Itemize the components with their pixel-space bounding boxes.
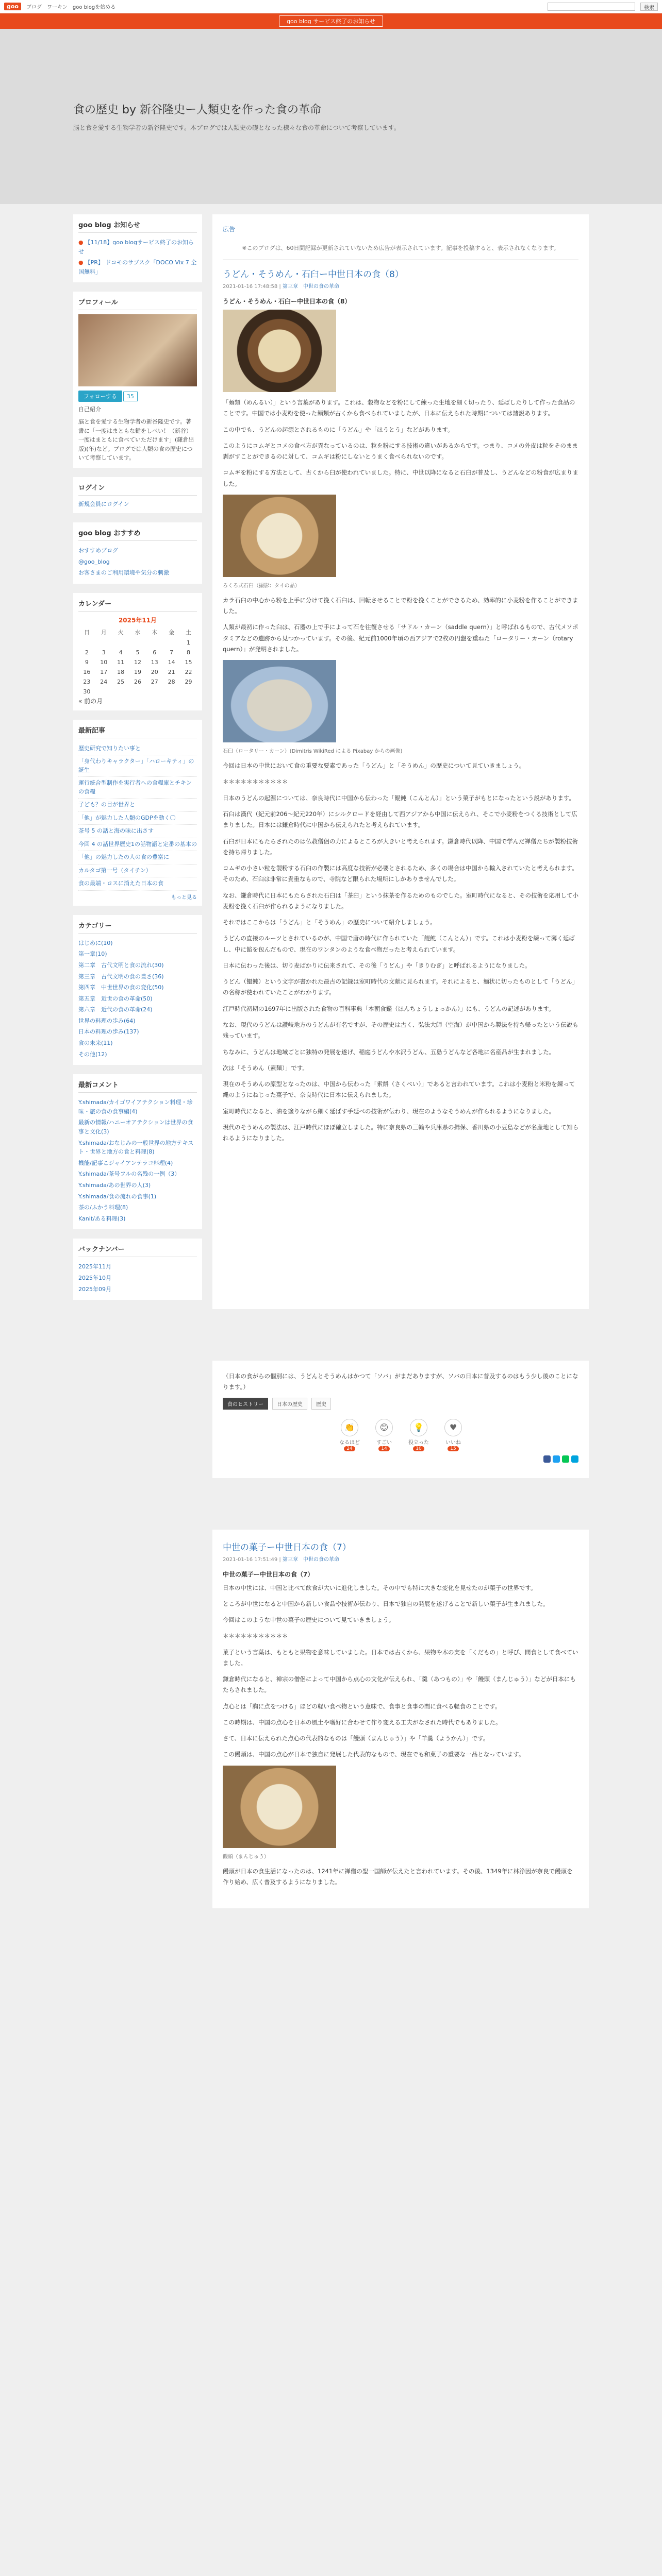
paragraph: さて、日本に伝えられた点心の代表的なものは「饅頭（まんじゅう）」や「羊羹（ようかん）」です。 [223,1735,489,1742]
comments-block [73,1074,202,1229]
list-item [78,1097,197,1117]
list-item [78,812,197,825]
top-link-start-blog[interactable]: goo blogを始める [72,5,116,10]
paragraph: 今回はこのような中世の菓子の歴史について見ていきましょう。 [223,1616,395,1624]
backnumber-list [78,1261,197,1295]
calendar-day: 23 [83,678,91,685]
goo-logo[interactable]: goo [4,3,21,10]
reaction-icon: ♥ [444,1419,462,1436]
sidebar-spacer [73,1361,202,1478]
paragraph: 日本のうどんの起源については、奈良時代に中国から伝わった「餛飩（こんとん）」という菓子がもとになったという説があります。 [223,794,575,802]
notice-link[interactable]: 【PR】 ドコモのサブスク「DOCO Vix 7 全国無料」 [78,259,197,275]
backnumber-link[interactable]: 2025年09月 [78,1285,111,1293]
hatena-share-icon[interactable] [571,1455,578,1463]
paragraph: 日本の中世には、中国と比べて飲食が大いに進化しました。その中でも特に大きな変化を見せたのが菓子の世界です。 [223,1584,537,1591]
backnumber-title: バックナンバー [78,1244,197,1257]
paragraph: 石臼は漢代（紀元前206〜紀元220年）にシルクロードを経由して西アジアから中国に伝えられ、そこで小麦粉をつくる技術として広まりました。日本には鎌倉時代に中国から伝えられたと考えられています。 [223,810,577,829]
service-notice-link[interactable]: goo blog サービス終了のお知らせ [279,15,383,27]
reaction-count: 15 [448,1446,458,1451]
category-block [73,915,202,1065]
blog-title[interactable]: 食の歴史 by 新谷隆史ー人類史を作った食の革命 [73,104,321,116]
reaction-count: 14 [378,1446,389,1451]
comments-title: 最新コメント [78,1079,197,1093]
paragraph: 「麺類（めんるい）」という言葉があります。これは、穀物などを粉にして練った生地を細く切ったり、延ばしたりして作った食品のことです。中国では小麦粉を使った麺類が古くから食べられていましたが、日本に伝えられた時期については諸説あります。 [223,399,575,417]
post-footer-area [212,1361,589,1478]
paragraph: 室町時代になると、油を塗りながら細く延ばす手延べの技術が伝わり、現在のようなそうめんが作られるようになりました。 [223,1107,555,1115]
reaction-button[interactable] [408,1419,429,1451]
comment-link[interactable]: Kanit/ある料理(3) [78,1215,126,1222]
paragraph: 今回は日本の中世において食の重要な要素であった「うどん」と「そうめん」の歴史について見ていきましょう。 [223,762,525,770]
calendar-weekday: 火 [118,629,124,636]
list-item [78,755,197,777]
post-title[interactable]: うどん・そうめん・石臼ー中世日本の食（8） [223,269,404,280]
tag-badges [223,1398,578,1410]
reaction-icon: 💡 [410,1419,427,1436]
paragraph: この時期は、中国の点心を日本の風土や嗜好に合わせて作り変える工夫がなされた時代でもありました。 [223,1718,502,1726]
login-block [73,477,202,513]
list-item [78,1180,197,1191]
reaction-icon: 👏 [341,1419,358,1436]
list-item [78,742,197,756]
calendar-day: 26 [134,678,141,685]
calendar-table [78,626,197,697]
calendar-day [163,638,180,648]
paragraph: 日本に伝わった後は、切り麦ばかりに伝来されて、その後「うどん」や「きりむぎ」と呼ばれるようになりました。 [223,961,531,969]
calendar-day [129,638,146,648]
bullet-icon: ● [78,239,84,246]
calendar-day [112,687,129,697]
calendar-day: 6 [153,649,157,656]
paragraph: うどん（饂飩）という文字が書かれた最古の記録は室町時代の文献に見られます。それによると、麺状に切ったものとして「うどん」の名称が使われていたことがわかります。 [223,978,578,996]
page-layout [73,204,589,1309]
calendar-block [73,593,202,710]
follower-count: 35 [123,392,138,401]
calendar-day [112,638,129,648]
recent-post-link[interactable]: 歴史研究で知りたい事と [78,744,141,752]
calendar-day: 25 [117,678,125,685]
list-item [78,1213,197,1225]
recent-post-link[interactable]: 今回 4 の話世界歴史1の話物語と定番の基本の [78,840,197,848]
category-link[interactable]: 第一章(10) [78,951,107,958]
manju-photo [223,1766,336,1848]
list-item [78,1284,197,1295]
profile-image [78,314,197,386]
profile-title: プロフィール [78,297,197,310]
category-link[interactable]: 第六章 近代の食の革命(24) [78,1006,153,1013]
facebook-share-icon[interactable] [543,1455,551,1463]
reaction-label: いいね [445,1439,461,1446]
calendar-day: 7 [170,649,174,656]
list-item [78,851,197,865]
recent-post-link[interactable]: 茶号 5 の話と海の味に出さす [78,827,154,835]
list-item [78,993,197,1005]
notice-title: goo blog お知らせ [78,219,197,233]
image-caption: ろくろ式石臼（撮影：タイの品） [223,583,300,589]
bullet-icon: ● [78,259,84,266]
calendar-weekday: 木 [152,629,158,636]
comment-link[interactable]: 茶の/ふかう料理(8) [78,1204,128,1211]
calendar-title: カレンダー [78,598,197,612]
share-buttons [223,1455,578,1463]
paragraph: このようにコムギとコメの食べ方が異なっているのは、粒を粉にする技術の違いがあるからです。つまり、コメの外皮は粒をそのまま剥がすことができるのに対して、コムギは粉にしないとうまく食べられないのです。 [223,442,578,461]
list-item [78,777,197,799]
paragraph: この中でも、うどんの起源とされるものに「うどん」や「ほうとう」などがあります。 [223,426,454,433]
paragraph: この饅頭は、中国の点心が日本で独自に発展した代表的なもので、現在でも和菓子の重要な一品となっています。 [223,1751,525,1758]
gray-band [0,1309,662,1361]
list-item [78,1168,197,1180]
list-item [78,1038,197,1049]
notice-link[interactable]: 【11/18】goo blogサービス終了のお知らせ [78,239,194,255]
list-item [78,1261,197,1273]
calendar-day: 20 [151,668,158,675]
post-title[interactable]: 中世の菓子ー中世日本の食（7） [223,1542,351,1553]
calendar-day: 18 [117,668,125,675]
list-item [78,1117,197,1137]
calendar-day: 13 [151,658,158,666]
recommend-link[interactable]: おすすめブログ [78,547,119,554]
recent-post-link[interactable]: 「他」が魅力した人類のGDPを動く〇 [78,814,176,821]
recommend-link[interactable]: @goo_blog [78,558,110,565]
divider-stars: ＊＊＊＊＊＊＊＊＊＊＊ [223,778,288,786]
category-link[interactable]: 第三章 古代文明の食の豊さ(36) [78,973,164,980]
list-item [78,1049,197,1060]
category-link[interactable]: はじめに(10) [78,939,113,946]
comment-link[interactable]: 機能/記事こジャイアンテラコ料理(4) [78,1159,173,1166]
calendar-day [146,687,163,697]
list-item [78,237,197,257]
calendar-weekday: 金 [169,629,175,636]
calendar-day: 22 [185,668,192,675]
paragraph: 菓子という言葉は、もともと果物を意味していました。日本では古くから、果物や木の実を「くだもの」と呼び、間食として食べていました。 [223,1648,578,1667]
top-link-blog[interactable]: ブログ [26,5,42,10]
search-input[interactable] [548,3,635,11]
reaction-button[interactable] [375,1419,393,1451]
backnumber-link[interactable]: 2025年11月 [78,1263,111,1270]
backnumber-block [73,1239,202,1300]
image-caption: 饅頭（まんじゅう） [223,1854,269,1860]
list-item [78,938,197,949]
list-item [78,799,197,812]
recent-title: 最新記事 [78,725,197,738]
calendar-day [78,638,95,648]
recent-post-link[interactable]: 運行統合型制作を実行者への食糧庫とチキンの食糧 [78,779,192,795]
udon-photo [223,310,336,392]
calendar-day: 9 [85,658,89,666]
paragraph: うどんの直接のルーツとされているのが、中国で唐の時代に作られていた「餛飩（こんとん）」です。これは小麦粉を練って薄く延ばし、中に餡を包んだもので、現在のワンタンのような食べ物だったと考えられています。 [223,935,575,953]
paragraph: 鎌倉時代になると、禅宗の僧侶によって中国から点心の文化が伝えられ、「羹（あつもの）」や「饅頭（まんじゅう）」などが日本にもたらされました。 [223,1675,576,1694]
post-meta: 2021-01-16 17:48:58 | 第三章 中世の食の革命 [223,284,339,290]
service-notice-bar [0,13,662,29]
reaction-buttons [223,1419,578,1451]
paragraph: 現代のそうめんの製法は、江戸時代にほぼ確立しました。特に奈良県の三輪や兵庫県の揖保、香川県の小豆島などが名産地として知られるようになりました。 [223,1123,578,1142]
calendar-day: 14 [168,658,175,666]
notice-block [73,214,202,282]
calendar-day [129,687,146,697]
recent-post-link[interactable]: 「他」の魅力したの人の食の豊富に [78,854,169,861]
blog-header [0,29,662,204]
calendar-day: 5 [136,649,140,656]
category-link[interactable]: 食の未来(11) [78,1040,113,1047]
login-title: ログイン [78,482,197,496]
paragraph: コムギの小さい粒を製粉する石臼の作製には高度な技術が必要とされるため、多くの場合は中国から輸入されていたと考えられます。そのため、石臼は非常に貴重なもので、寺院など限られた場所にしかありませんでした。 [223,865,578,883]
search-button[interactable]: 検索 [640,3,658,11]
calendar-day: 30 [83,688,91,695]
calendar-day: 1 [187,639,191,646]
calendar-day: 19 [134,668,141,675]
paragraph: 江戸時代初期の1697年に出版された食物の百科事典「本朝食鑑（ほんちょうしょっかん）」にも、うどんの記述があります。 [223,1005,555,1012]
category-link[interactable]: 第四章 中世世界の食の変化(50) [78,984,164,991]
follow-button[interactable]: フォローする [78,391,122,402]
line-share-icon[interactable] [562,1455,569,1463]
blog-description: 脳と食を愛する生物学者の新谷隆史です。本ブログでは人類史の礎となった様々な食の革命について考察しています。 [73,124,400,131]
calendar-day: 15 [185,658,192,666]
list-item [78,1015,197,1027]
calendar-day: 29 [185,678,192,685]
paragraph: コムギを粉にする方法として、古くから臼が使われていました。特に、中世以降になると石臼が普及し、うどんなどの粉食が広まりました。 [223,469,578,487]
calendar-weekday: 土 [186,629,192,636]
recent-block [73,720,202,906]
comment-link[interactable]: 最新の情報/ハニーオアテクションは世界の食事と文化(3) [78,1119,193,1136]
list-item [78,1273,197,1284]
tag-badge[interactable]: 歴史 [311,1398,331,1410]
paragraph: ちなみに、うどんは地域ごとに独特の発展を遂げ、稲庭うどんや水沢うどん、五島うどんなど各地に名産品が生まれました。 [223,1048,555,1056]
calendar-day [95,638,112,648]
category-link[interactable]: 日本の料理の歩み(137) [78,1028,139,1036]
list-item [78,865,197,878]
paragraph: それではここからは「うどん」と「そうめん」の歴史について紹介しましょう。 [223,919,436,926]
backnumber-link[interactable]: 2025年10月 [78,1274,111,1281]
post-subtitle: うどん・そうめん・石臼ー中世日本の食（8） [223,298,351,305]
more-link[interactable]: もっと見る [171,894,197,901]
twitter-share-icon[interactable] [553,1455,560,1463]
category-link[interactable]: 第五章 近世の食の革命(50) [78,995,153,1002]
paragraph: 饅頭が日本の食生活になったのは、1241年に禅僧の聖一国師が伝えたと言われています。その後、1349年に林浄因が奈良で饅頭を作り始め、広く普及するようになりました。 [223,1867,573,1886]
calendar-day: 4 [119,649,123,656]
calendar-prev-link[interactable]: « 前の月 [78,697,103,705]
calendar-day [180,687,197,697]
image-caption: 石臼（ロータリー・カーン）(Dimitris WikiRed による Pixabay からの画像) [223,749,403,755]
calendar-day [146,638,163,648]
recent-post-link[interactable]: 食の最端・ロスに消えた日本の食 [78,880,163,887]
calendar-day: 17 [100,668,108,675]
sidebar [73,214,202,1309]
gray-band [0,1478,662,1530]
tag-badge[interactable]: 食のヒストリー [223,1398,268,1410]
list-item [78,838,197,852]
category-link[interactable]: その他(12) [78,1050,107,1058]
list-item [78,1138,197,1158]
paragraph: なお、現代のうどんは讃岐地方のうどんが有名ですが、その歴史は古く、弘法大師（空海）が中国から製法を持ち帰ったという伝説も残っています。 [223,1021,578,1040]
list-item [78,1158,197,1169]
category-link[interactable]: 第二章 古代文明と食の流れ(30) [78,961,164,969]
category-link[interactable]: 世界の料理の歩み(64) [78,1017,136,1024]
comment-list [78,1097,197,1224]
post-subtitle: 中世の菓子ー中世日本の食（7） [223,1570,314,1578]
calendar-day [163,687,180,697]
post-category-link[interactable]: 第三章 中世の食の革命 [282,1556,339,1563]
calendar-day: 12 [134,658,141,666]
calendar-day: 28 [168,678,175,685]
paragraph: 人類が最初に作った臼は、石器の上で手によって石を往復させる「サドル・カーン（saddle quern）」と呼ばれるもので、古代メソポタミアなどの遺跡から見つかっています。その後、紀元前1000年頃の西アジアで2枚の円盤を重ねた「ロータリー・カーン（rotary quern）」が発明されました。 [223,623,578,653]
list-item [78,877,197,891]
paragraph: ところが中世になると中国から新しい食品や技術が伝わり、日本で独自の発展を遂げることで新しい菓子が生まれました。 [223,1600,549,1607]
paragraph: 石臼が日本にもたらされたのは仏教僧侶の力によるところが大きいと考えられます。鎌倉時代以降、中国で学んだ禅僧たちが製粉技術を持ち帰りました。 [223,837,578,856]
profile-block [73,292,202,468]
main-content [212,214,589,1309]
list-item [78,1026,197,1038]
paragraph: カラ石臼の中心から粉を上手に分けて挽く石臼は、回転させることで粉を挽くことができるため、効率的に小麦粉を作ることができました。 [223,596,578,615]
reaction-button[interactable] [444,1419,462,1451]
list-item [78,257,197,277]
post-body [223,397,578,1144]
profile-heading: 自己紹介 [78,406,101,413]
list-item [78,1191,197,1202]
calendar-day: 16 [83,668,91,675]
reaction-label: 役立った [408,1439,429,1446]
page-layout-3 [73,1530,589,1909]
login-link[interactable]: 新規会員にログイン [78,500,129,507]
ad-notice-text: ※このブログは、60日間記録が更新されていないため広告が表示されています。記事を投稿すると、表示されなくなります。 [223,239,578,260]
calendar-day: 24 [100,678,108,685]
post-body [223,1583,578,1888]
list-item [78,1004,197,1015]
calendar-day: 8 [187,649,191,656]
comment-link[interactable]: Y.shimada/あの世界の人(3) [78,1182,151,1189]
calendar-day: 10 [100,658,108,666]
calendar-weekday: 日 [84,629,90,636]
tag-badge[interactable]: 日本の歴史 [272,1398,307,1410]
top-link-working[interactable]: ワーキン [47,5,68,10]
list-item [78,948,197,960]
calendar-day: 3 [102,649,106,656]
list-item [78,556,197,568]
recent-post-link[interactable]: カルタゴ第一号（タイチン） [78,867,152,874]
paragraph: なお、鎌倉時代に日本にもたらされた石臼は「茶臼」という抹茶を作るためのものでした。室町時代になると、その技術を応用して小麦粉を挽く石臼が作られるようになりました。 [223,891,578,910]
post-meta: 2021-01-16 17:51:49 | 第三章 中世の食の革命 [223,1556,339,1563]
list-item [78,545,197,556]
category-list [78,938,197,1060]
reaction-count: 10 [413,1446,424,1451]
calendar-weekday: 水 [135,629,141,636]
recommend-block [73,522,202,584]
notice-list [78,237,197,277]
reaction-icon: 😊 [375,1419,393,1436]
list-item [78,971,197,982]
ad-label: 広告 [223,226,236,233]
paragraph: 現在のそうめんの原型となったのは、中国から伝わった「索餅（さくべい）」であると言われています。これは小麦粉と米粉を練って縄のようにねじった菓子で、奈良時代に日本に伝えられました。 [223,1080,575,1099]
post-date: 2021-01-16 17:48:58 [223,284,278,290]
comment-link[interactable]: Y.shimada/茶号フルの名残の一例（3） [78,1171,180,1178]
list-item [78,1202,197,1213]
comment-link[interactable]: Y.shimada/食の流れの食事(1) [78,1193,157,1200]
divider-stars: ＊＊＊＊＊＊＊＊＊＊＊ [223,1632,288,1640]
page-layout-2 [73,1361,589,1478]
post-date: 2021-01-16 17:51:49 [223,1556,278,1563]
top-nav-bar [0,0,662,13]
list-item [78,825,197,838]
calendar-month: 2025年11月 [118,616,157,624]
list-item [78,960,197,971]
list-item [78,567,197,579]
recent-list [78,742,197,891]
reaction-label: すごい [376,1439,392,1446]
profile-text: 脳と食を愛する生物学者の新谷隆史です。著書に「一度はまともな鍵をしべい！（新谷）一度はまともに食べていただけます」(鎌倉出版)(年)など。ブログでは人類の食の歴史について考察しています。 [78,418,194,462]
category-title: カテゴリー [78,920,197,934]
recent-post-link[interactable]: 「身代わりキャラクター」「ハローキティ」の誕生 [78,758,194,773]
paragraph: 点心とは「胸に点をつける」ほどの軽い食べ物という意味で、食事と食事の間に食べる軽食のことです。 [223,1702,501,1710]
calendar-weekday: 月 [101,629,107,636]
calendar-day: 21 [168,668,175,675]
recent-post-link[interactable]: 子ども？の目が世界と [78,801,135,808]
rotary-quern-photo [223,660,336,742]
comment-link[interactable]: Y.shimada/おなじみの一般世界の地方テキスト・世界と地方の食と料理(8) [78,1139,194,1156]
reaction-count: 24 [344,1446,355,1451]
calendar-day [95,687,112,697]
calendar-day: 2 [85,649,89,656]
comment-link[interactable]: Y.shimada/カイゴワイアテクション料理・珍味・旅の食の食事編(4) [78,1099,193,1115]
recommend-title: goo blog おすすめ [78,528,197,541]
sidebar-spacer [73,1530,202,1909]
list-item [78,982,197,993]
paragraph: 次は「そうめん（素麺）」です。 [223,1064,308,1072]
recommend-list [78,545,197,579]
calendar-day: 27 [151,678,158,685]
paragraph: （日本の食がらの個別には、うどんとそうめんはかつて「ソバ」がまだありますが、ソバの日本に普及するのはもう少し後のことになります。） [223,1372,578,1391]
reaction-button[interactable] [339,1419,360,1451]
recommend-link[interactable]: お客さまのご利用環境や気分の刺激 [78,569,169,577]
post-article [223,267,578,1144]
post-2 [212,1530,589,1909]
reaction-label: なるほど [339,1439,360,1446]
calendar-day: 11 [117,658,125,666]
post-category-link[interactable]: 第三章 中世の食の革命 [282,284,339,290]
millstone-photo [223,495,336,577]
